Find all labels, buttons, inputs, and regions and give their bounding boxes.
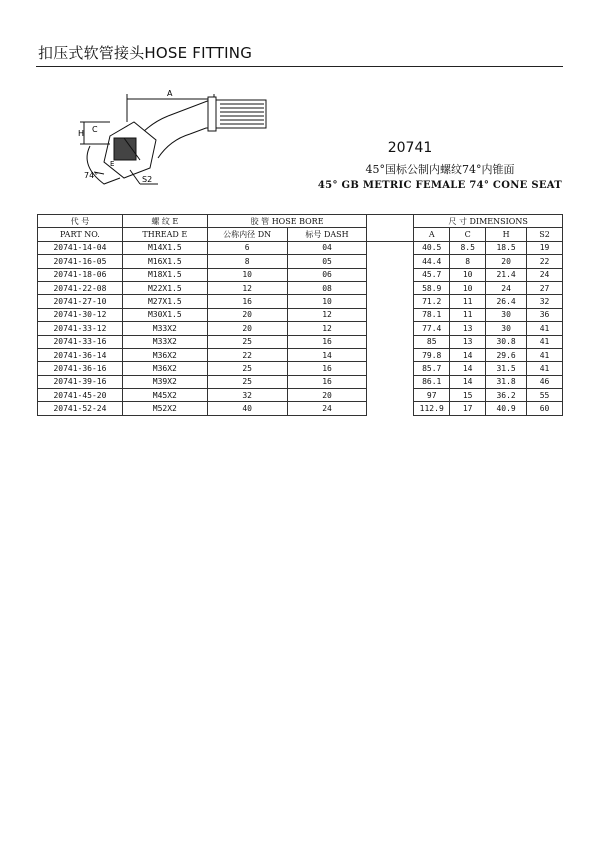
cell-part: 20741-33-16 [38,335,123,348]
table-row [38,268,563,281]
cell-dn: 16 [207,295,287,308]
cell-h: 18.5 [486,241,527,254]
row-spacer-cell [367,402,414,415]
cell-dn: 40 [207,402,287,415]
cell-h: 24 [486,281,527,294]
cell-dash: 05 [287,255,367,268]
dimension-e-label: E [110,160,115,168]
page-header-title: 扣压式软管接头HOSE FITTING [38,44,253,62]
cell-dn: 10 [207,268,287,281]
header-hose-bore: 胶 管 HOSE BORE [207,215,367,228]
cell-part: 20741-27-10 [38,295,123,308]
row-spacer-cell [367,255,414,268]
cell-a: 78.1 [414,308,450,321]
cell-s2: 41 [527,322,563,335]
product-code: 20741 [387,140,433,156]
row-spacer-cell [367,375,414,388]
cell-dash: 10 [287,295,367,308]
header-dash: 标号 DASH [287,228,367,241]
table-row [38,295,563,308]
table-row [38,402,563,415]
table-row [38,335,563,348]
table-row [38,241,563,254]
cell-dn: 22 [207,348,287,361]
header-spacer [367,215,414,242]
table-row [38,375,563,388]
header-thread-cn: 螺 纹 E [122,215,207,228]
row-spacer-cell [367,362,414,375]
cell-part: 20741-36-16 [38,362,123,375]
cell-a: 44.4 [414,255,450,268]
cell-dash: 12 [287,322,367,335]
header-dimensions: 尺 寸 DIMENSIONS [414,215,563,228]
row-spacer-cell [367,348,414,361]
cell-a: 85 [414,335,450,348]
cell-dn: 6 [207,241,287,254]
cell-part: 20741-52-24 [38,402,123,415]
cell-c: 10 [450,268,486,281]
cell-h: 30 [486,322,527,335]
cell-thread: M39X2 [122,375,207,388]
cell-h: 20 [486,255,527,268]
cell-a: 71.2 [414,295,450,308]
cell-dash: 24 [287,402,367,415]
cell-thread: M33X2 [122,322,207,335]
cell-c: 13 [450,335,486,348]
cell-part: 20741-18-06 [38,268,123,281]
cell-part: 20741-39-16 [38,375,123,388]
table-subheader-row [38,228,563,241]
cell-s2: 27 [527,281,563,294]
cell-part: 20741-36-14 [38,348,123,361]
cell-s2: 55 [527,389,563,402]
cell-thread: M16X1.5 [122,255,207,268]
dimension-c-label: C [92,125,98,134]
table-row [38,389,563,402]
cell-c: 8 [450,255,486,268]
cell-c: 11 [450,308,486,321]
cell-h: 31.8 [486,375,527,388]
cell-dash: 04 [287,241,367,254]
table-row [38,348,563,361]
cell-dash: 16 [287,375,367,388]
cell-s2: 32 [527,295,563,308]
cell-part: 20741-33-12 [38,322,123,335]
cell-thread: M33X2 [122,335,207,348]
cell-part: 20741-22-08 [38,281,123,294]
dimension-s2-label: S2 [142,175,153,184]
cell-thread: M18X1.5 [122,268,207,281]
row-spacer-cell [367,308,414,321]
cell-thread: M45X2 [122,389,207,402]
cell-h: 40.9 [486,402,527,415]
cell-c: 14 [450,362,486,375]
cell-dn: 25 [207,375,287,388]
cell-h: 29.6 [486,348,527,361]
cell-part: 20741-16-05 [38,255,123,268]
cell-dn: 25 [207,335,287,348]
cell-s2: 41 [527,348,563,361]
header-thread-en: THREAD E [122,228,207,241]
cell-thread: M36X2 [122,362,207,375]
cell-h: 26.4 [486,295,527,308]
cell-thread: M52X2 [122,402,207,415]
cell-c: 14 [450,348,486,361]
cell-h: 21.4 [486,268,527,281]
cell-h: 30 [486,308,527,321]
cell-dn: 20 [207,308,287,321]
table-row [38,322,563,335]
cone-angle-label: 74° [84,171,99,180]
cell-c: 14 [450,375,486,388]
cell-thread: M14X1.5 [122,241,207,254]
header-c: C [450,228,486,241]
header-part-cn: 代 号 [38,215,123,228]
cell-a: 58.9 [414,281,450,294]
cell-h: 36.2 [486,389,527,402]
header-a: A [414,228,450,241]
cell-dash: 16 [287,362,367,375]
cell-a: 86.1 [414,375,450,388]
cell-dash: 06 [287,268,367,281]
row-spacer-cell [367,281,414,294]
table-body [38,241,563,415]
cell-dn: 32 [207,389,287,402]
row-spacer-cell [367,295,414,308]
cell-a: 40.5 [414,241,450,254]
cell-dn: 20 [207,322,287,335]
cell-thread: M36X2 [122,348,207,361]
cell-c: 8.5 [450,241,486,254]
header-h: H [486,228,527,241]
table-row [38,362,563,375]
cell-s2: 19 [527,241,563,254]
cell-c: 13 [450,322,486,335]
cell-c: 11 [450,295,486,308]
row-spacer-cell [367,322,414,335]
row-spacer-cell [367,241,414,254]
cell-s2: 36 [527,308,563,321]
row-spacer-cell [367,268,414,281]
table-row [38,308,563,321]
dimension-h-label: H [78,129,85,138]
cell-h: 31.5 [486,362,527,375]
product-description-cn: 45°国标公制内螺纹74°内锥面 [365,163,515,176]
cell-dash: 12 [287,308,367,321]
cell-part: 20741-30-12 [38,308,123,321]
table-row [38,281,563,294]
header-s2: S2 [527,228,563,241]
cell-part: 20741-45-20 [38,389,123,402]
cell-thread: M30X1.5 [122,308,207,321]
cell-s2: 41 [527,335,563,348]
row-spacer-cell [367,335,414,348]
specification-table [37,214,563,416]
cell-c: 17 [450,402,486,415]
product-description-en: 45° GB METRIC FEMALE 74° CONE SEAT [317,180,563,191]
table-header-row [38,215,563,228]
cell-dash: 20 [287,389,367,402]
cell-s2: 41 [527,362,563,375]
header-part-en: PART NO. [38,228,123,241]
cell-thread: M22X1.5 [122,281,207,294]
cell-s2: 46 [527,375,563,388]
fitting-drawing [70,86,280,196]
table-row [38,255,563,268]
cell-dn: 12 [207,281,287,294]
cell-a: 77.4 [414,322,450,335]
cell-thread: M27X1.5 [122,295,207,308]
cell-a: 112.9 [414,402,450,415]
cell-c: 10 [450,281,486,294]
header-dn: 公称内径 DN [207,228,287,241]
cell-s2: 24 [527,268,563,281]
cell-dash: 08 [287,281,367,294]
cell-a: 79.8 [414,348,450,361]
cell-dash: 16 [287,335,367,348]
header-divider [36,66,563,67]
dimension-a-label: A [167,89,173,98]
cell-a: 85.7 [414,362,450,375]
cell-s2: 60 [527,402,563,415]
cell-part: 20741-14-04 [38,241,123,254]
cell-s2: 22 [527,255,563,268]
cell-a: 45.7 [414,268,450,281]
cell-dash: 14 [287,348,367,361]
cell-dn: 8 [207,255,287,268]
cell-dn: 25 [207,362,287,375]
cell-c: 15 [450,389,486,402]
row-spacer-cell [367,389,414,402]
cell-a: 97 [414,389,450,402]
cell-h: 30.8 [486,335,527,348]
